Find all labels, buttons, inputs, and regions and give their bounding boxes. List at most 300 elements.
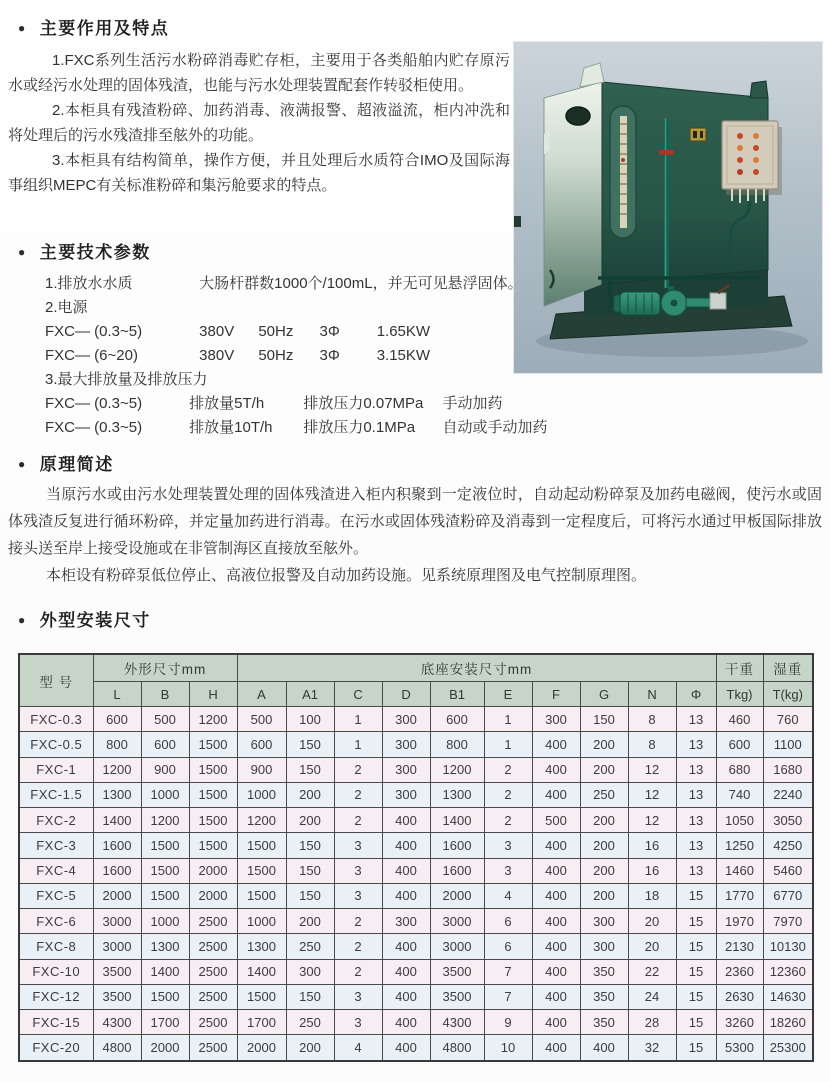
value-cell: 300: [382, 909, 430, 934]
value-cell: 3: [334, 883, 382, 908]
value-cell: 350: [580, 984, 628, 1009]
param-line: [45, 368, 585, 392]
value-cell: 400: [580, 1035, 628, 1061]
value-cell: 4: [334, 1035, 382, 1061]
value-cell: 1700: [141, 1010, 189, 1035]
value-cell: 150: [286, 858, 334, 883]
section-heading-text: 主要作用及特点: [39, 19, 170, 38]
value-cell: 600: [93, 707, 141, 732]
bullet-icon: ●: [18, 612, 27, 627]
value-cell: 2: [334, 808, 382, 833]
value-cell: 15: [676, 934, 716, 959]
value-cell: 25300: [763, 1035, 813, 1061]
value-cell: 200: [580, 757, 628, 782]
value-cell: 2: [334, 757, 382, 782]
value-cell: 16: [628, 833, 676, 858]
value-cell: 13: [676, 833, 716, 858]
section-heading-text: 外型安装尺寸: [39, 611, 151, 630]
value-cell: 250: [286, 934, 334, 959]
vertical-pipe: [664, 118, 669, 288]
value-cell: 350: [580, 959, 628, 984]
table-row: [19, 858, 813, 883]
value-cell: 13: [676, 858, 716, 883]
column-group-outline: 外形尺寸mm: [93, 654, 237, 682]
value-cell: 1400: [237, 959, 286, 984]
value-cell: 1200: [141, 808, 189, 833]
value-cell: 3: [484, 858, 532, 883]
value-cell: 2: [334, 934, 382, 959]
value-cell: 3000: [430, 934, 484, 959]
value-cell: 2: [484, 808, 532, 833]
value-cell: 15: [676, 1035, 716, 1061]
section-heading-dimensions: [18, 606, 151, 631]
value-cell: 200: [286, 1035, 334, 1061]
param-line: [45, 272, 585, 296]
column-header: B: [141, 682, 189, 707]
value-cell: 1200: [189, 707, 237, 732]
value-cell: 300: [382, 732, 430, 757]
phase: 3Φ: [319, 347, 340, 364]
value-cell: 4800: [93, 1035, 141, 1061]
value-cell: 400: [382, 959, 430, 984]
bullet-icon: ●: [18, 20, 27, 35]
column-header-model: 型 号: [19, 654, 93, 707]
value-cell: 200: [580, 808, 628, 833]
value-cell: 400: [532, 909, 580, 934]
model-cell: FXC-12: [19, 984, 93, 1009]
value-cell: 1050: [716, 808, 763, 833]
param-label: 2.电源: [45, 299, 88, 316]
paragraph: 2.本柜具有残渣粉碎、加药消毒、液满报警、超液溢流，柜内冲洗和将处理后的污水残渣排至舷外的功能。: [8, 102, 510, 144]
value-cell: 1500: [237, 833, 286, 858]
value-cell: 7: [484, 984, 532, 1009]
model-range: FXC— (0.3~5): [45, 395, 143, 412]
value-cell: 1500: [189, 782, 237, 807]
value-cell: 1970: [716, 909, 763, 934]
value-cell: 400: [532, 1010, 580, 1035]
value-cell: 150: [286, 757, 334, 782]
value-cell: 3500: [93, 959, 141, 984]
value-cell: 200: [580, 858, 628, 883]
table-row: [19, 959, 813, 984]
value-cell: 3000: [93, 909, 141, 934]
value-cell: 760: [763, 707, 813, 732]
value-cell: 1200: [430, 757, 484, 782]
value-cell: 400: [532, 858, 580, 883]
section-heading-text: 原理简述: [39, 455, 114, 474]
value-cell: 3000: [93, 934, 141, 959]
table-row: [19, 833, 813, 858]
value-cell: 1500: [189, 808, 237, 833]
section-heading-text: 主要技术参数: [39, 243, 151, 262]
value-cell: 7: [484, 959, 532, 984]
principle-paragraphs: [8, 481, 822, 589]
value-cell: 250: [286, 1010, 334, 1035]
value-cell: 2630: [716, 984, 763, 1009]
value-cell: 6: [484, 909, 532, 934]
param-line: [45, 344, 585, 368]
table-row: [19, 909, 813, 934]
name-plate-mark: [693, 131, 697, 138]
value-cell: 900: [237, 757, 286, 782]
value-cell: 3500: [93, 984, 141, 1009]
pump-hub: [671, 300, 678, 307]
value-cell: 1500: [141, 858, 189, 883]
discharge-pressure: 排放压力0.1MPa: [303, 419, 416, 436]
value-cell: 22: [628, 959, 676, 984]
value-cell: 2: [334, 959, 382, 984]
model-range: FXC— (0.3~5): [45, 323, 143, 340]
column-group-wet-weight: 湿重: [763, 654, 813, 682]
value-cell: 8: [628, 707, 676, 732]
value-cell: 1770: [716, 883, 763, 908]
value-cell: 12: [628, 757, 676, 782]
model-cell: FXC-10: [19, 959, 93, 984]
name-plate: [690, 128, 706, 141]
value-cell: 200: [286, 782, 334, 807]
value-cell: 1500: [237, 984, 286, 1009]
value-cell: 2: [484, 757, 532, 782]
column-header: T(kg): [763, 682, 813, 707]
value-cell: 2000: [141, 1035, 189, 1061]
voltage: 380V: [199, 347, 235, 364]
model-cell: FXC-5: [19, 883, 93, 908]
param-line: [45, 320, 585, 344]
value-cell: 400: [532, 732, 580, 757]
value-cell: 400: [532, 984, 580, 1009]
value-cell: 1500: [189, 757, 237, 782]
value-cell: 200: [286, 909, 334, 934]
discharge-rate: 排放量5T/h: [189, 395, 265, 412]
value-cell: 500: [532, 808, 580, 833]
name-plate-mark: [700, 131, 703, 138]
value-cell: 1500: [237, 858, 286, 883]
param-label: 3.最大排放量及排放压力: [45, 371, 208, 388]
value-cell: 5460: [763, 858, 813, 883]
value-cell: 1500: [237, 883, 286, 908]
value-cell: 1700: [237, 1010, 286, 1035]
value-cell: 800: [430, 732, 484, 757]
section-heading-features: [18, 14, 169, 39]
side-handle: [514, 216, 521, 227]
value-cell: 2500: [189, 1010, 237, 1035]
column-header: C: [334, 682, 382, 707]
dimensions-table-body: [19, 707, 813, 1062]
value-cell: 2000: [189, 858, 237, 883]
value-cell: 1400: [430, 808, 484, 833]
value-cell: 2000: [430, 883, 484, 908]
value-cell: 1600: [430, 833, 484, 858]
table-row: [19, 984, 813, 1009]
value-cell: 400: [532, 934, 580, 959]
value-cell: 600: [430, 707, 484, 732]
value-cell: 18260: [763, 1010, 813, 1035]
value-cell: 400: [532, 782, 580, 807]
value-cell: 32: [628, 1035, 676, 1061]
value-cell: 15: [676, 1010, 716, 1035]
value-cell: 20: [628, 934, 676, 959]
value-cell: 13: [676, 707, 716, 732]
value-cell: 150: [580, 707, 628, 732]
paragraph: 1.FXC系列生活污水粉碎消毒贮存柜，主要用于各类船舶内贮存原污水或经污水处理的固体残渣，也能与污水处理装置配套作转驳柜使用。: [8, 52, 510, 94]
value-cell: 1250: [716, 833, 763, 858]
column-header: G: [580, 682, 628, 707]
value-cell: 2500: [189, 1035, 237, 1061]
table-group-header-row: [19, 654, 813, 682]
value-cell: 7970: [763, 909, 813, 934]
value-cell: 1600: [93, 833, 141, 858]
value-cell: 150: [286, 833, 334, 858]
column-header: A1: [286, 682, 334, 707]
column-header: B1: [430, 682, 484, 707]
value-cell: 400: [382, 833, 430, 858]
value-cell: 1680: [763, 757, 813, 782]
value-cell: 3500: [430, 984, 484, 1009]
bullet-icon: ●: [18, 244, 27, 259]
value-cell: 2000: [93, 883, 141, 908]
value-cell: 1300: [141, 934, 189, 959]
value-cell: 3: [334, 858, 382, 883]
value-cell: 3: [334, 1010, 382, 1035]
value-cell: 2000: [237, 1035, 286, 1061]
gauge-marker: [621, 158, 625, 162]
value-cell: 400: [382, 1010, 430, 1035]
value-cell: 100: [286, 707, 334, 732]
value-cell: 6770: [763, 883, 813, 908]
bullet-icon: ●: [18, 456, 27, 471]
param-value: 大肠杆群数1000个/100mL，并无可见悬浮固体。: [199, 275, 523, 292]
value-cell: 1300: [93, 782, 141, 807]
value-cell: 4300: [93, 1010, 141, 1035]
value-cell: 2500: [189, 959, 237, 984]
value-cell: 1600: [93, 858, 141, 883]
discharge-rate: 排放量10T/h: [189, 419, 273, 436]
model-range: FXC— (0.3~5): [45, 419, 143, 436]
value-cell: 460: [716, 707, 763, 732]
value-cell: 600: [237, 732, 286, 757]
table-row: [19, 934, 813, 959]
value-cell: 2240: [763, 782, 813, 807]
value-cell: 150: [286, 883, 334, 908]
features-paragraphs: [8, 48, 510, 198]
value-cell: 16: [628, 858, 676, 883]
frequency: 50Hz: [258, 347, 294, 364]
value-cell: 740: [716, 782, 763, 807]
table-row: [19, 883, 813, 908]
table-row: [19, 732, 813, 757]
value-cell: 200: [580, 732, 628, 757]
column-header: F: [532, 682, 580, 707]
value-cell: 1200: [93, 757, 141, 782]
value-cell: 300: [580, 909, 628, 934]
value-cell: 1460: [716, 858, 763, 883]
value-cell: 1500: [189, 833, 237, 858]
model-cell: FXC-3: [19, 833, 93, 858]
value-cell: 15: [676, 883, 716, 908]
value-cell: 2130: [716, 934, 763, 959]
value-cell: 1000: [237, 909, 286, 934]
value-cell: 1500: [141, 833, 189, 858]
value-cell: 3000: [430, 909, 484, 934]
value-cell: 4300: [430, 1010, 484, 1035]
table-row: [19, 757, 813, 782]
value-cell: 1000: [141, 909, 189, 934]
value-cell: 15: [676, 909, 716, 934]
value-cell: 1500: [141, 883, 189, 908]
value-cell: 14630: [763, 984, 813, 1009]
value-cell: 250: [580, 782, 628, 807]
table-row: [19, 1010, 813, 1035]
value-cell: 13: [676, 782, 716, 807]
column-group-dry-weight: 干重: [716, 654, 763, 682]
value-cell: 5300: [716, 1035, 763, 1061]
value-cell: 400: [382, 808, 430, 833]
filler-cap: [566, 107, 590, 125]
value-cell: 1400: [141, 959, 189, 984]
value-cell: 2000: [189, 883, 237, 908]
column-group-base: 底座安装尺寸mm: [237, 654, 716, 682]
value-cell: 3: [484, 833, 532, 858]
column-header: D: [382, 682, 430, 707]
value-cell: 15: [676, 984, 716, 1009]
section-heading-tech: [18, 238, 151, 263]
value-cell: 12: [628, 808, 676, 833]
value-cell: 24: [628, 984, 676, 1009]
value-cell: 10130: [763, 934, 813, 959]
value-cell: 1600: [430, 858, 484, 883]
value-cell: 28: [628, 1010, 676, 1035]
value-cell: 1300: [237, 934, 286, 959]
value-cell: 13: [676, 808, 716, 833]
value-cell: 20: [628, 909, 676, 934]
param-line: [45, 392, 585, 416]
value-cell: 400: [532, 1035, 580, 1061]
column-header: A: [237, 682, 286, 707]
value-cell: 900: [141, 757, 189, 782]
model-cell: FXC-1.5: [19, 782, 93, 807]
value-cell: 3: [334, 833, 382, 858]
value-cell: 300: [580, 934, 628, 959]
value-cell: 13: [676, 757, 716, 782]
value-cell: 150: [286, 984, 334, 1009]
lifting-lug-right: [750, 81, 768, 98]
value-cell: 2360: [716, 959, 763, 984]
value-cell: 2: [484, 782, 532, 807]
value-cell: 1200: [237, 808, 286, 833]
value-cell: 3050: [763, 808, 813, 833]
column-header: L: [93, 682, 141, 707]
value-cell: 350: [580, 1010, 628, 1035]
dimensions-table: [18, 653, 814, 1062]
paragraph: 3.本柜具有结构简单，操作方便，并且处理后水质符合IMO及国际海事组织MEPC有关标准粉碎和集污舱要求的特点。: [8, 152, 510, 194]
value-cell: 300: [382, 707, 430, 732]
value-cell: 150: [286, 732, 334, 757]
value-cell: 1: [334, 732, 382, 757]
value-cell: 3: [334, 984, 382, 1009]
value-cell: 4800: [430, 1035, 484, 1061]
value-cell: 2500: [189, 984, 237, 1009]
table-row: [19, 1035, 813, 1061]
value-cell: 1: [334, 707, 382, 732]
table-subheader-row: [19, 682, 813, 707]
param-line: [45, 416, 585, 440]
value-cell: 300: [286, 959, 334, 984]
column-header: Φ: [676, 682, 716, 707]
paragraph: 当原污水或由污水处理装置处理的固体残渣进入柜内积聚到一定液位时，自动起动粉碎泵及加药电磁阀，使污水或固体残渣反复进行循环粉碎，并定量加药进行消毒。在污水或固体残渣粉碎及消毒到一定程度后，可将污水通过甲板国际排放接头送至岸上接受设施或在非管制海区直接放至舷外。: [8, 486, 822, 557]
table-row: [19, 808, 813, 833]
value-cell: 200: [286, 808, 334, 833]
value-cell: 200: [580, 883, 628, 908]
column-header: H: [189, 682, 237, 707]
param-label: 1.排放水水质: [45, 275, 133, 292]
value-cell: 8: [628, 732, 676, 757]
phase: 3Φ: [319, 323, 340, 340]
value-cell: 12360: [763, 959, 813, 984]
level-gauge-scale: [620, 116, 627, 228]
value-cell: 300: [532, 707, 580, 732]
model-cell: FXC-0.5: [19, 732, 93, 757]
value-cell: 300: [382, 782, 430, 807]
value-cell: 600: [141, 732, 189, 757]
pump-motor: [620, 292, 660, 315]
value-cell: 1100: [763, 732, 813, 757]
value-cell: 500: [141, 707, 189, 732]
model-cell: FXC-2: [19, 808, 93, 833]
model-cell: FXC-0.3: [19, 707, 93, 732]
model-range: FXC— (6~20): [45, 347, 138, 364]
value-cell: 1300: [430, 782, 484, 807]
value-cell: 800: [93, 732, 141, 757]
dosing-mode: 自动或手动加药: [442, 419, 548, 436]
value-cell: 2500: [189, 934, 237, 959]
power: 3.15KW: [376, 347, 431, 364]
table-row: [19, 707, 813, 732]
value-cell: 500: [237, 707, 286, 732]
value-cell: 400: [382, 984, 430, 1009]
value-cell: 400: [532, 959, 580, 984]
value-cell: 400: [382, 883, 430, 908]
model-cell: FXC-4: [19, 858, 93, 883]
table-row: [19, 782, 813, 807]
tech-parameters: [45, 272, 585, 440]
value-cell: 400: [532, 757, 580, 782]
value-cell: 15: [676, 959, 716, 984]
model-cell: FXC-20: [19, 1035, 93, 1061]
value-cell: 1: [484, 732, 532, 757]
value-cell: 1000: [237, 782, 286, 807]
value-cell: 3500: [430, 959, 484, 984]
column-header: N: [628, 682, 676, 707]
frequency: 50Hz: [258, 323, 294, 340]
value-cell: 600: [716, 732, 763, 757]
column-header: E: [484, 682, 532, 707]
value-cell: 10: [484, 1035, 532, 1061]
control-panel: [722, 121, 778, 189]
valve-handle: [659, 150, 674, 155]
value-cell: 400: [532, 883, 580, 908]
model-cell: FXC-1: [19, 757, 93, 782]
value-cell: 18: [628, 883, 676, 908]
dosing-mode: 手动加药: [442, 395, 503, 412]
value-cell: 4: [484, 883, 532, 908]
value-cell: 4250: [763, 833, 813, 858]
value-cell: 12: [628, 782, 676, 807]
value-cell: 400: [382, 858, 430, 883]
discharge-pressure: 排放压力0.07MPa: [303, 395, 424, 412]
value-cell: 300: [382, 757, 430, 782]
model-cell: FXC-6: [19, 909, 93, 934]
value-cell: 400: [382, 1035, 430, 1061]
